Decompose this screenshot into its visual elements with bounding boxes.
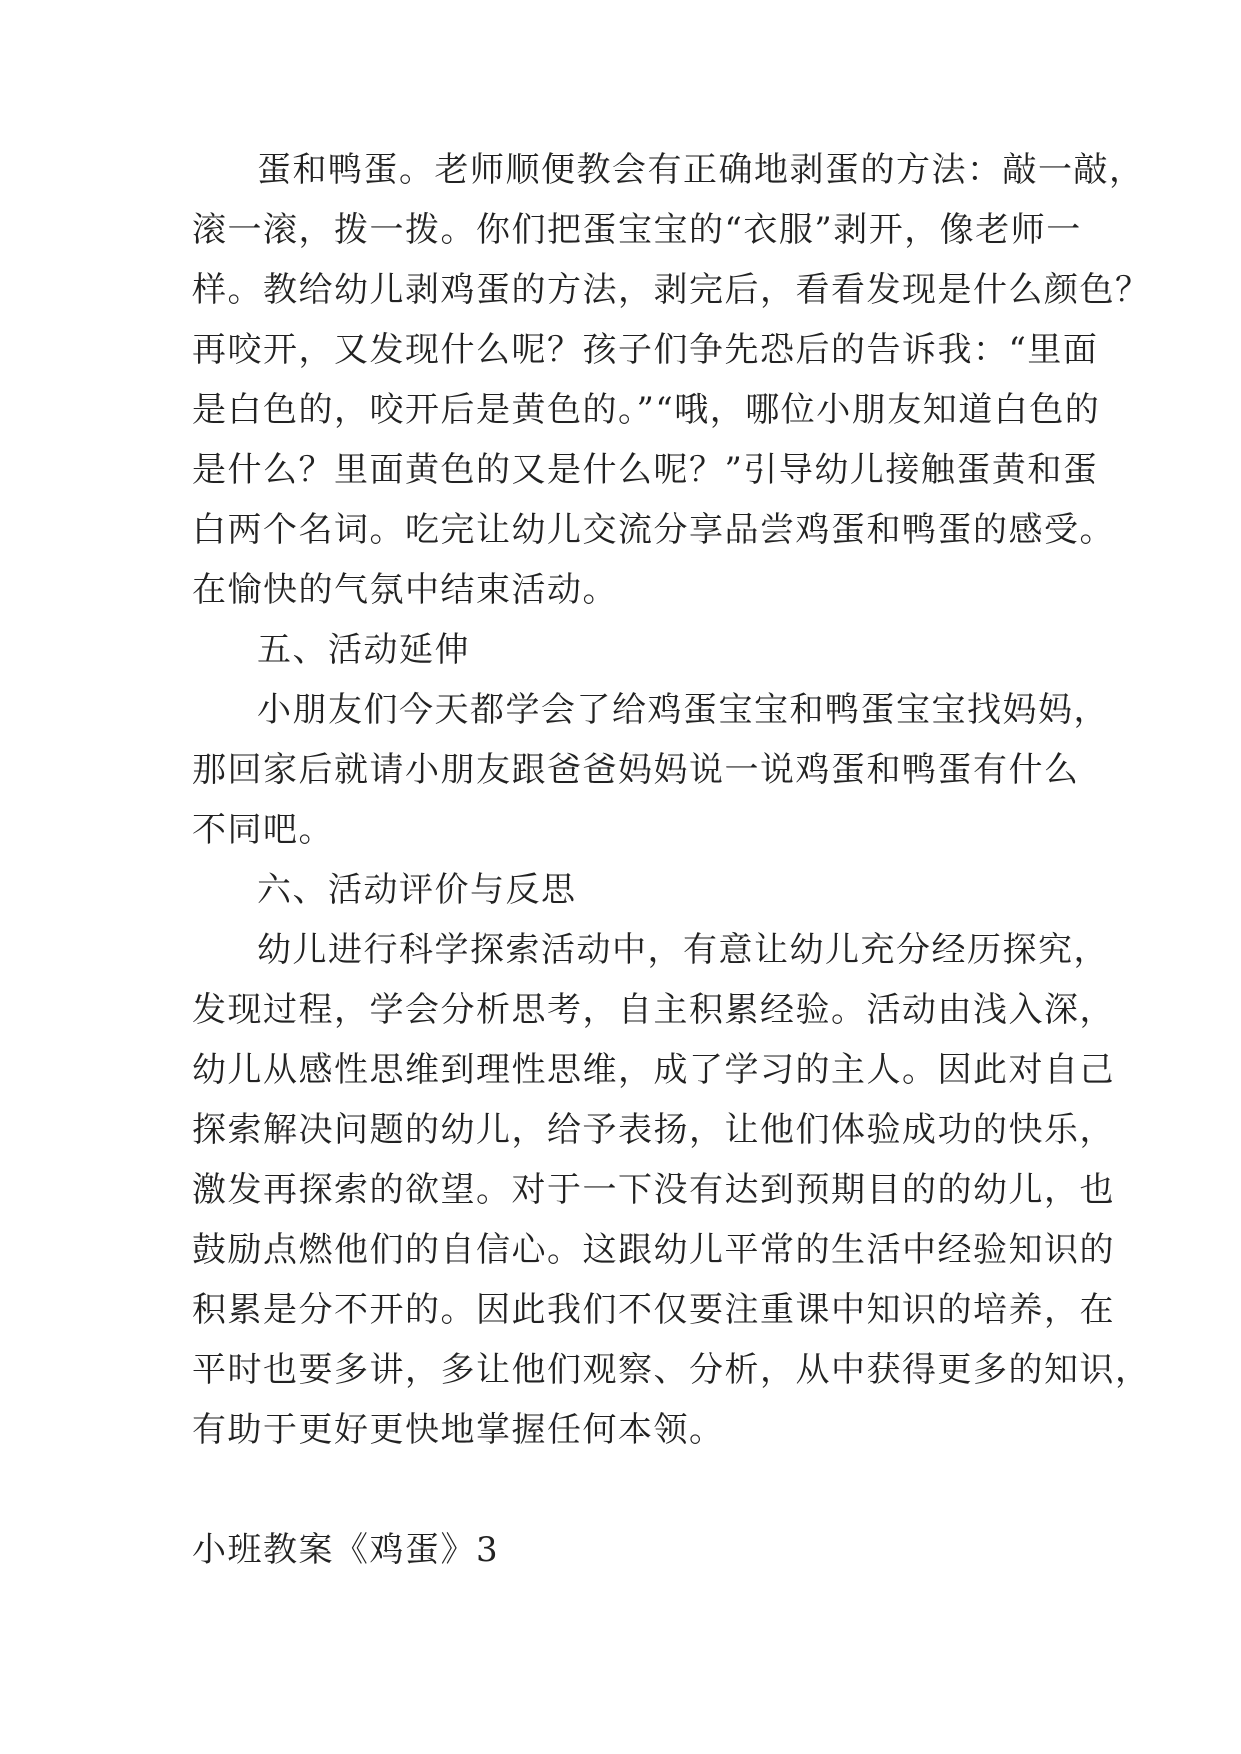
text-line: 幼儿进行科学探索活动中，有意让幼儿充分经历探究， — [257, 930, 1109, 970]
text-line: 幼儿从感性思维到理性思维，成了学习的主人。因此对自己 — [192, 1050, 1115, 1090]
text-line: 是白色的，咬开后是黄色的。”“哦，哪位小朋友知道白色的 — [192, 390, 1101, 430]
text-line: 不同吧。 — [192, 810, 334, 850]
text-line: 探索解决问题的幼儿，给予表扬，让他们体验成功的快乐， — [192, 1110, 1115, 1150]
text-line: 蛋和鸭蛋。老师顺便教会有正确地剥蛋的方法：敲一敲， — [257, 150, 1145, 190]
text-line: 再咬开，又发现什么呢？孩子们争先恐后的告诉我：“里面 — [192, 330, 1099, 370]
text-line: 白两个名词。吃完让幼儿交流分享品尝鸡蛋和鸭蛋的感受。 — [192, 510, 1115, 550]
text-line: 在愉快的气氛中结束活动。 — [192, 570, 618, 610]
text-line: 发现过程，学会分析思考，自主积累经验。活动由浅入深， — [192, 990, 1115, 1030]
section-heading: 六、活动评价与反思 — [257, 870, 577, 910]
text-line: 积累是分不开的。因此我们不仅要注重课中知识的培养，在 — [192, 1290, 1115, 1330]
text-line: 平时也要多讲，多让他们观察、分析，从中获得更多的知识， — [192, 1350, 1151, 1390]
text-line: 是什么？里面黄色的又是什么呢？”引导幼儿接触蛋黄和蛋 — [192, 450, 1099, 490]
text-line: 鼓励点燃他们的自信心。这跟幼儿平常的生活中经验知识的 — [192, 1230, 1115, 1270]
section-heading: 五、活动延伸 — [257, 630, 470, 670]
text-line: 小朋友们今天都学会了给鸡蛋宝宝和鸭蛋宝宝找妈妈， — [257, 690, 1109, 730]
text-line: 滚一滚，拨一拨。你们把蛋宝宝的“衣服”剥开，像老师一 — [192, 210, 1082, 250]
next-section-title: 小班教案《鸡蛋》3 — [192, 1530, 500, 1570]
text-line: 激发再探索的欲望。对于一下没有达到预期目的的幼儿，也 — [192, 1170, 1115, 1210]
text-line: 那回家后就请小朋友跟爸爸妈妈说一说鸡蛋和鸭蛋有什么 — [192, 750, 1080, 790]
text-line: 样。教给幼儿剥鸡蛋的方法，剥完后，看看发现是什么颜色？ — [192, 270, 1151, 310]
text-line: 有助于更好更快地掌握任何本领。 — [192, 1410, 725, 1450]
